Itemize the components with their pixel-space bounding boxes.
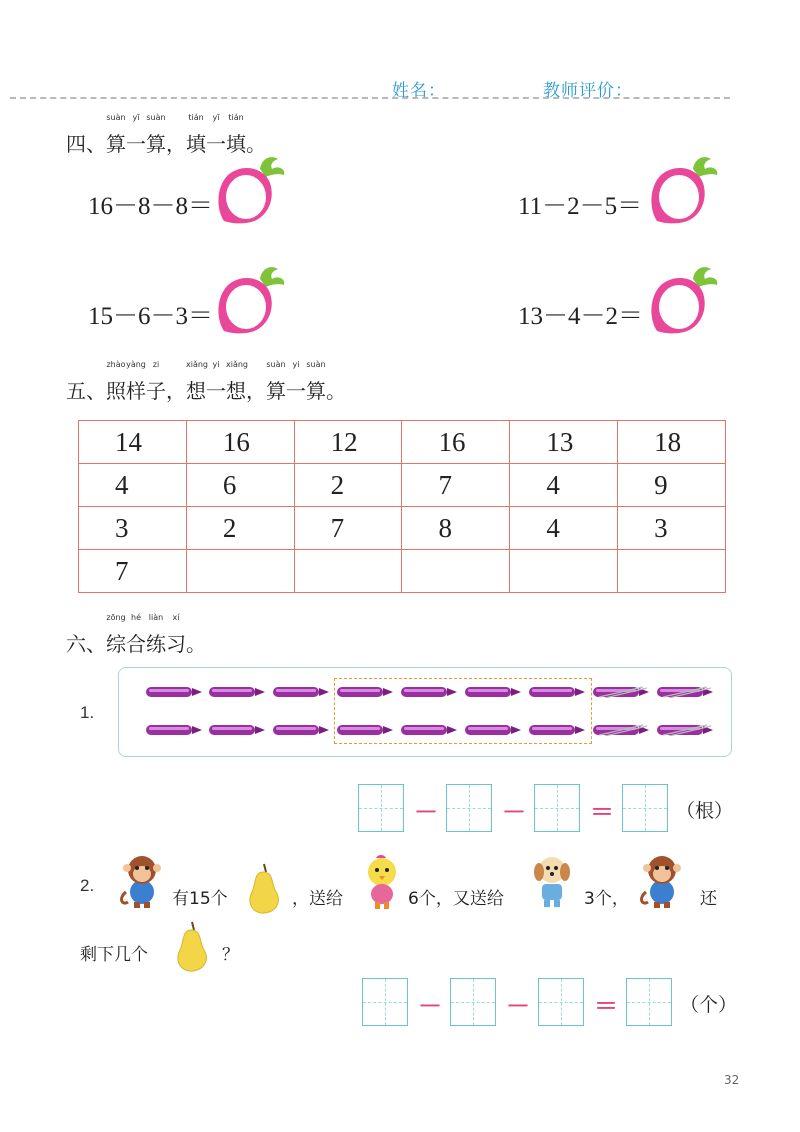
pear-icon-2 <box>172 920 210 972</box>
crayon-icon <box>146 686 202 698</box>
radish-answer-1[interactable] <box>212 155 286 227</box>
title-char <box>226 113 246 157</box>
crayon-icon <box>273 686 329 698</box>
monkey-icon-2 <box>640 852 684 908</box>
title-char <box>146 613 166 657</box>
equation-4: 13－4－2＝ <box>518 303 644 330</box>
table-cell[interactable] <box>186 550 294 593</box>
title-hanzi: 算 <box>146 132 166 156</box>
q2-minus-2: － <box>506 992 530 1020</box>
title-hanzi: 算 <box>266 379 286 403</box>
q2-text-5: 还 <box>700 889 717 909</box>
title-char <box>106 613 126 657</box>
crayon-crossed-icon <box>657 724 713 736</box>
q2-answer-box-2[interactable] <box>450 978 496 1026</box>
section6-title <box>66 613 206 657</box>
table-row <box>79 550 726 593</box>
section4-title-text <box>106 113 266 156</box>
section4-title <box>66 113 266 157</box>
name-label: 姓名： <box>392 81 446 101</box>
title-pinyin: xí <box>172 613 180 622</box>
q2-text-7: ？ <box>222 945 239 965</box>
crayon-crossed-icon <box>657 686 713 698</box>
title-pinyin: suàn <box>106 113 126 122</box>
crayon-icon <box>146 724 202 736</box>
crayon-crossed-icon <box>593 686 649 698</box>
title-char <box>166 128 186 157</box>
table-cell: 2 <box>294 464 402 507</box>
table-cell: 16 <box>402 421 510 464</box>
title-char <box>186 113 206 157</box>
title-hanzi: 填 <box>226 132 246 156</box>
table-cell: 6 <box>186 464 294 507</box>
title-hanzi: 样 <box>126 379 146 403</box>
equation-1: 16－8－8＝ <box>88 193 214 220</box>
title-pinyin: yàng <box>126 360 146 369</box>
radish-answer-3[interactable] <box>212 265 286 337</box>
q2-unit: （个） <box>680 994 738 1016</box>
title-hanzi: 算 <box>106 132 126 156</box>
title-char <box>126 113 146 157</box>
title-pinyin: suàn <box>306 360 326 369</box>
table-cell[interactable] <box>510 550 618 593</box>
crayon-icon <box>209 686 265 698</box>
table-cell: 4 <box>79 464 187 507</box>
title-char <box>126 613 146 657</box>
crayon-selection-dashed <box>334 678 592 744</box>
title-hanzi: 综 <box>106 632 126 656</box>
q2-answer-box-1[interactable] <box>362 978 408 1026</box>
table-row <box>79 464 726 507</box>
table-cell: 7 <box>294 507 402 550</box>
q2-text-3: 6个，又送给 <box>408 889 504 909</box>
crayon-crossed-icon <box>593 724 649 736</box>
table-cell: 8 <box>402 507 510 550</box>
title-hanzi: 。 <box>326 379 346 403</box>
title-pinyin: zhào <box>106 360 126 369</box>
table-row <box>79 421 726 464</box>
title-pinyin: suàn <box>266 360 286 369</box>
equation-3: 15－6－3＝ <box>88 303 214 330</box>
section4-number: 四、 <box>66 132 106 156</box>
title-pinyin: yī <box>132 113 140 122</box>
title-hanzi: 想 <box>226 379 246 403</box>
table-row <box>79 507 726 550</box>
title-char <box>286 360 306 404</box>
section6-title-text <box>106 613 206 656</box>
table-cell[interactable] <box>618 550 726 593</box>
question-2-label: 2. <box>80 876 95 895</box>
q2-answer-box-3[interactable] <box>538 978 584 1026</box>
q1-equals: ＝ <box>590 798 614 826</box>
teacher-evaluation-label: 教师评价： <box>543 81 633 101</box>
title-char <box>206 113 226 157</box>
q1-answer-box-2[interactable] <box>446 784 492 832</box>
title-char <box>186 360 209 404</box>
section5-title <box>66 360 346 404</box>
title-char <box>206 360 226 404</box>
section5-title-text <box>106 360 346 403</box>
chick-icon <box>360 854 404 910</box>
title-pinyin: liàn <box>148 613 164 622</box>
radish-answer-2[interactable] <box>645 155 719 227</box>
title-char <box>246 375 266 404</box>
q1-minus-1: － <box>414 798 438 826</box>
question-1-label: 1. <box>80 703 95 722</box>
q2-text-4: 3个， <box>584 889 629 909</box>
title-char <box>106 113 126 157</box>
q2-answer-box-4[interactable] <box>626 978 672 1026</box>
q2-equals: ＝ <box>594 992 618 1020</box>
title-hanzi: 填 <box>186 132 206 156</box>
section5-number: 五、 <box>66 379 106 403</box>
title-hanzi: 练 <box>146 632 166 656</box>
table-cell: 16 <box>186 421 294 464</box>
equation-2: 11－2－5＝ <box>518 193 643 220</box>
title-pinyin: zi <box>152 360 160 369</box>
page-number: 32 <box>724 1073 740 1087</box>
title-pinyin: xiǎng <box>186 360 209 369</box>
title-char <box>146 113 166 157</box>
q1-unit: （根） <box>676 800 734 822</box>
table-cell: 3 <box>618 507 726 550</box>
title-hanzi: 照 <box>106 379 126 403</box>
q1-answer-box-1[interactable] <box>358 784 404 832</box>
title-hanzi: 合 <box>126 632 146 656</box>
table-cell: 13 <box>510 421 618 464</box>
title-hanzi: 习 <box>166 632 186 656</box>
title-char <box>186 628 206 657</box>
q2-text-2: ，送给 <box>292 889 343 909</box>
title-char <box>126 360 146 404</box>
title-char <box>326 375 346 404</box>
pattern-table <box>78 420 726 593</box>
table-cell[interactable] <box>294 550 402 593</box>
title-hanzi: 想 <box>186 379 206 403</box>
title-hanzi: 算 <box>306 379 326 403</box>
title-pinyin: xiǎng <box>226 360 249 369</box>
title-pinyin: hé <box>131 613 141 622</box>
title-char <box>146 360 166 404</box>
worksheet-header <box>0 76 800 100</box>
title-char <box>246 128 266 157</box>
title-char <box>306 360 326 404</box>
q1-minus-2: － <box>502 798 526 826</box>
table-cell: 2 <box>186 507 294 550</box>
title-pinyin: tián <box>188 113 204 122</box>
title-pinyin: zōng <box>106 613 126 622</box>
radish-answer-4[interactable] <box>645 265 719 337</box>
title-hanzi: 一 <box>206 379 226 403</box>
table-cell: 7 <box>79 550 187 593</box>
title-hanzi: 一 <box>206 132 226 156</box>
table-cell[interactable] <box>402 550 510 593</box>
monkey-icon <box>120 852 164 908</box>
table-cell: 7 <box>402 464 510 507</box>
crayon-icon <box>273 724 329 736</box>
title-char <box>166 613 186 657</box>
title-pinyin: yī <box>212 113 220 122</box>
table-cell: 9 <box>618 464 726 507</box>
pear-icon <box>244 862 282 914</box>
table-cell: 18 <box>618 421 726 464</box>
title-hanzi: 一 <box>126 132 146 156</box>
title-char <box>266 360 286 404</box>
title-hanzi: 。 <box>246 132 266 156</box>
title-pinyin: yi <box>212 360 220 369</box>
title-char <box>166 375 186 404</box>
q1-answer-box-3[interactable] <box>534 784 580 832</box>
title-char <box>226 360 249 404</box>
table-cell: 14 <box>79 421 187 464</box>
puppy-icon <box>530 852 574 908</box>
title-pinyin: yi <box>292 360 300 369</box>
q2-text-6: 剩下几个 <box>80 945 148 965</box>
q2-minus-1: － <box>418 992 442 1020</box>
table-cell: 3 <box>79 507 187 550</box>
title-char <box>106 360 126 404</box>
title-pinyin: suàn <box>146 113 166 122</box>
table-cell: 4 <box>510 464 618 507</box>
title-pinyin: tián <box>228 113 244 122</box>
title-hanzi: 子 <box>146 379 166 403</box>
title-hanzi: ， <box>246 379 266 403</box>
crayon-icon <box>209 724 265 736</box>
title-hanzi: ， <box>166 132 186 156</box>
q1-answer-box-4[interactable] <box>622 784 668 832</box>
title-hanzi: 一 <box>286 379 306 403</box>
header-divider <box>10 97 730 99</box>
title-hanzi: 。 <box>186 632 206 656</box>
section6-number: 六、 <box>66 632 106 656</box>
title-hanzi: ， <box>166 379 186 403</box>
table-cell: 12 <box>294 421 402 464</box>
q2-text-1: 有15个 <box>172 889 228 909</box>
table-cell: 4 <box>510 507 618 550</box>
